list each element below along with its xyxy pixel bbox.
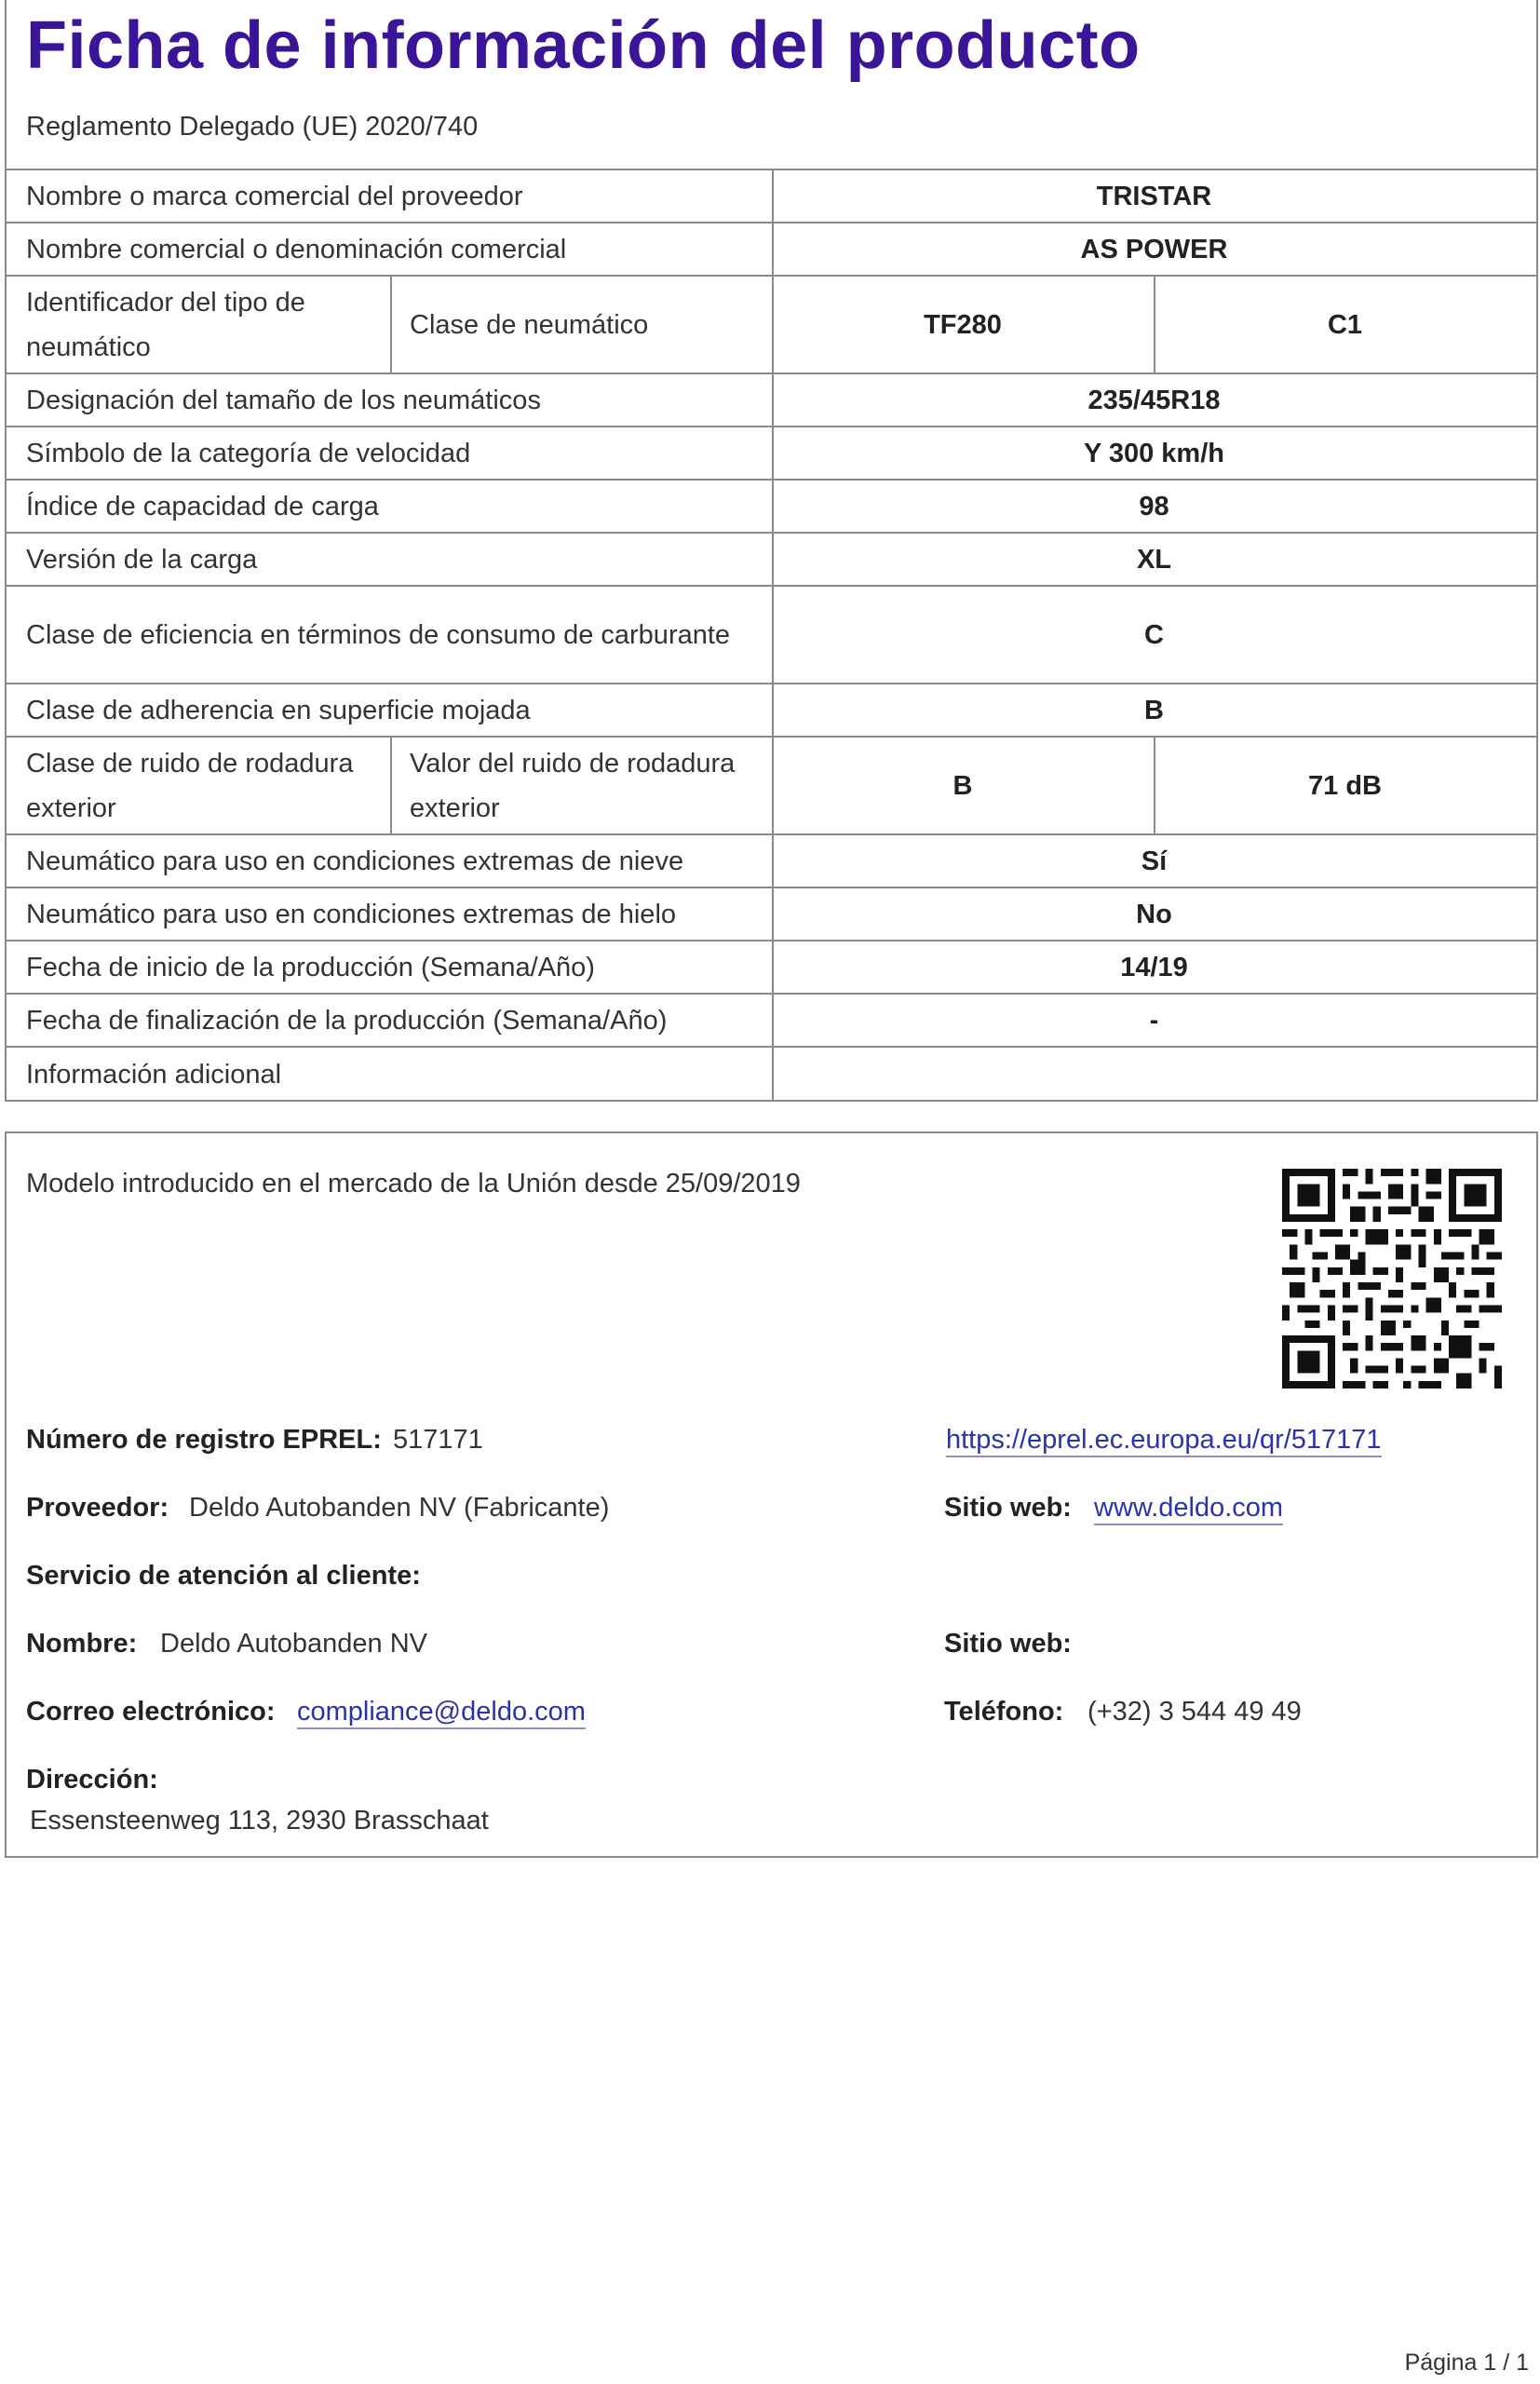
row-value: Y 300 km/h — [1083, 438, 1224, 468]
phone-label: Teléfono: — [944, 1697, 1064, 1727]
row-label: Versión de la carga — [26, 544, 258, 575]
name-label: Nombre: — [26, 1629, 138, 1659]
row-label: Identificador del tipo de neumático — [26, 287, 305, 362]
table-row — [7, 587, 1536, 684]
row-label: Clase de adherencia en superficie mojada — [26, 695, 531, 725]
row-value: 71 dB — [1308, 770, 1382, 801]
table-row — [7, 224, 1536, 277]
row-value: B — [1144, 695, 1164, 725]
row-label: Símbolo de la categoría de velocidad — [26, 438, 471, 468]
website-label: Sitio web: — [944, 1493, 1072, 1523]
row-value: C1 — [1327, 309, 1363, 340]
row-label: Valor del ruido de rodadura exterior — [410, 748, 736, 823]
table-row — [7, 684, 1536, 738]
row-value: C — [1144, 619, 1164, 650]
eprel-label: Número de registro EPREL: — [26, 1425, 382, 1455]
row-value: 98 — [1139, 491, 1169, 522]
row-value: TRISTAR — [1096, 181, 1212, 211]
row-value: TF280 — [924, 309, 1002, 340]
supplier-value: Deldo Autobanden NV (Fabricante) — [189, 1493, 610, 1523]
product-information-sheet — [5, 0, 1538, 1102]
table-row — [7, 1048, 1536, 1102]
row-value — [772, 1048, 1536, 1102]
table-row — [7, 277, 1536, 374]
row-value: 235/45R18 — [1087, 385, 1221, 415]
website-link[interactable]: www.deldo.com — [1094, 1493, 1283, 1525]
table-row — [7, 941, 1536, 995]
page-number: Página 1 / 1 — [1404, 2350, 1529, 2376]
row-label: Fecha de finalización de la producción (Semana/Año) — [26, 1005, 668, 1036]
table-row — [7, 481, 1536, 534]
table-row — [7, 888, 1536, 941]
row-value: AS POWER — [1080, 234, 1228, 264]
qr-code-icon — [1282, 1169, 1502, 1388]
row-value: Sí — [1141, 846, 1168, 876]
address-label: Dirección: — [26, 1765, 158, 1795]
row-value: No — [1136, 899, 1172, 929]
table-row — [7, 738, 1536, 835]
row-label: Neumático para uso en condiciones extremas de hielo — [26, 899, 677, 929]
row-label: Clase de ruido de rodadura exterior — [26, 748, 354, 823]
row-label: Nombre o marca comercial del proveedor — [26, 181, 523, 211]
name-value: Deldo Autobanden NV — [160, 1629, 427, 1659]
table-row — [7, 427, 1536, 481]
row-label: Índice de capacidad de carga — [26, 491, 379, 522]
row-value: - — [1149, 1005, 1159, 1036]
eprel-link[interactable]: https://eprel.ec.europa.eu/qr/517171 — [946, 1425, 1382, 1457]
table-row — [7, 835, 1536, 888]
regulation-reference: Reglamento Delegado (UE) 2020/740 — [26, 112, 479, 142]
row-value: XL — [1136, 544, 1172, 575]
row-label: Información adicional — [26, 1060, 282, 1090]
divider — [390, 277, 392, 372]
customer-service-heading: Servicio de atención al cliente: — [26, 1561, 421, 1591]
supplier-label: Proveedor: — [26, 1493, 169, 1523]
email-link[interactable]: compliance@deldo.com — [297, 1697, 586, 1729]
row-label: Neumático para uso en condiciones extremas de nieve — [26, 846, 684, 876]
row-label: Fecha de inicio de la producción (Semana/Año) — [26, 952, 595, 982]
email-label: Correo electrónico: — [26, 1697, 276, 1727]
table-row — [7, 534, 1536, 587]
cs-website-label: Sitio web: — [944, 1629, 1072, 1659]
row-label: Designación del tamaño de los neumáticos — [26, 385, 541, 415]
table-row — [7, 170, 1536, 224]
table-row — [7, 374, 1536, 427]
row-label: Nombre comercial o denominación comercial — [26, 234, 567, 264]
supplier-details-panel — [5, 1131, 1538, 1858]
row-value: B — [952, 770, 973, 801]
address-value: Essensteenweg 113, 2930 Brasschaat — [30, 1806, 489, 1835]
divider — [390, 738, 392, 833]
table-row — [7, 995, 1536, 1048]
row-label: Clase de neumático — [410, 309, 649, 340]
market-date-text: Modelo introducido en el mercado de la Unión desde 25/09/2019 — [26, 1169, 801, 1199]
row-value: 14/19 — [1120, 952, 1188, 982]
page-title: Ficha de información del producto — [26, 8, 1141, 83]
eprel-number: 517171 — [393, 1425, 483, 1455]
phone-value: (+32) 3 544 49 49 — [1087, 1697, 1302, 1727]
row-label: Clase de eficiencia en términos de consumo de carburante — [26, 619, 731, 650]
